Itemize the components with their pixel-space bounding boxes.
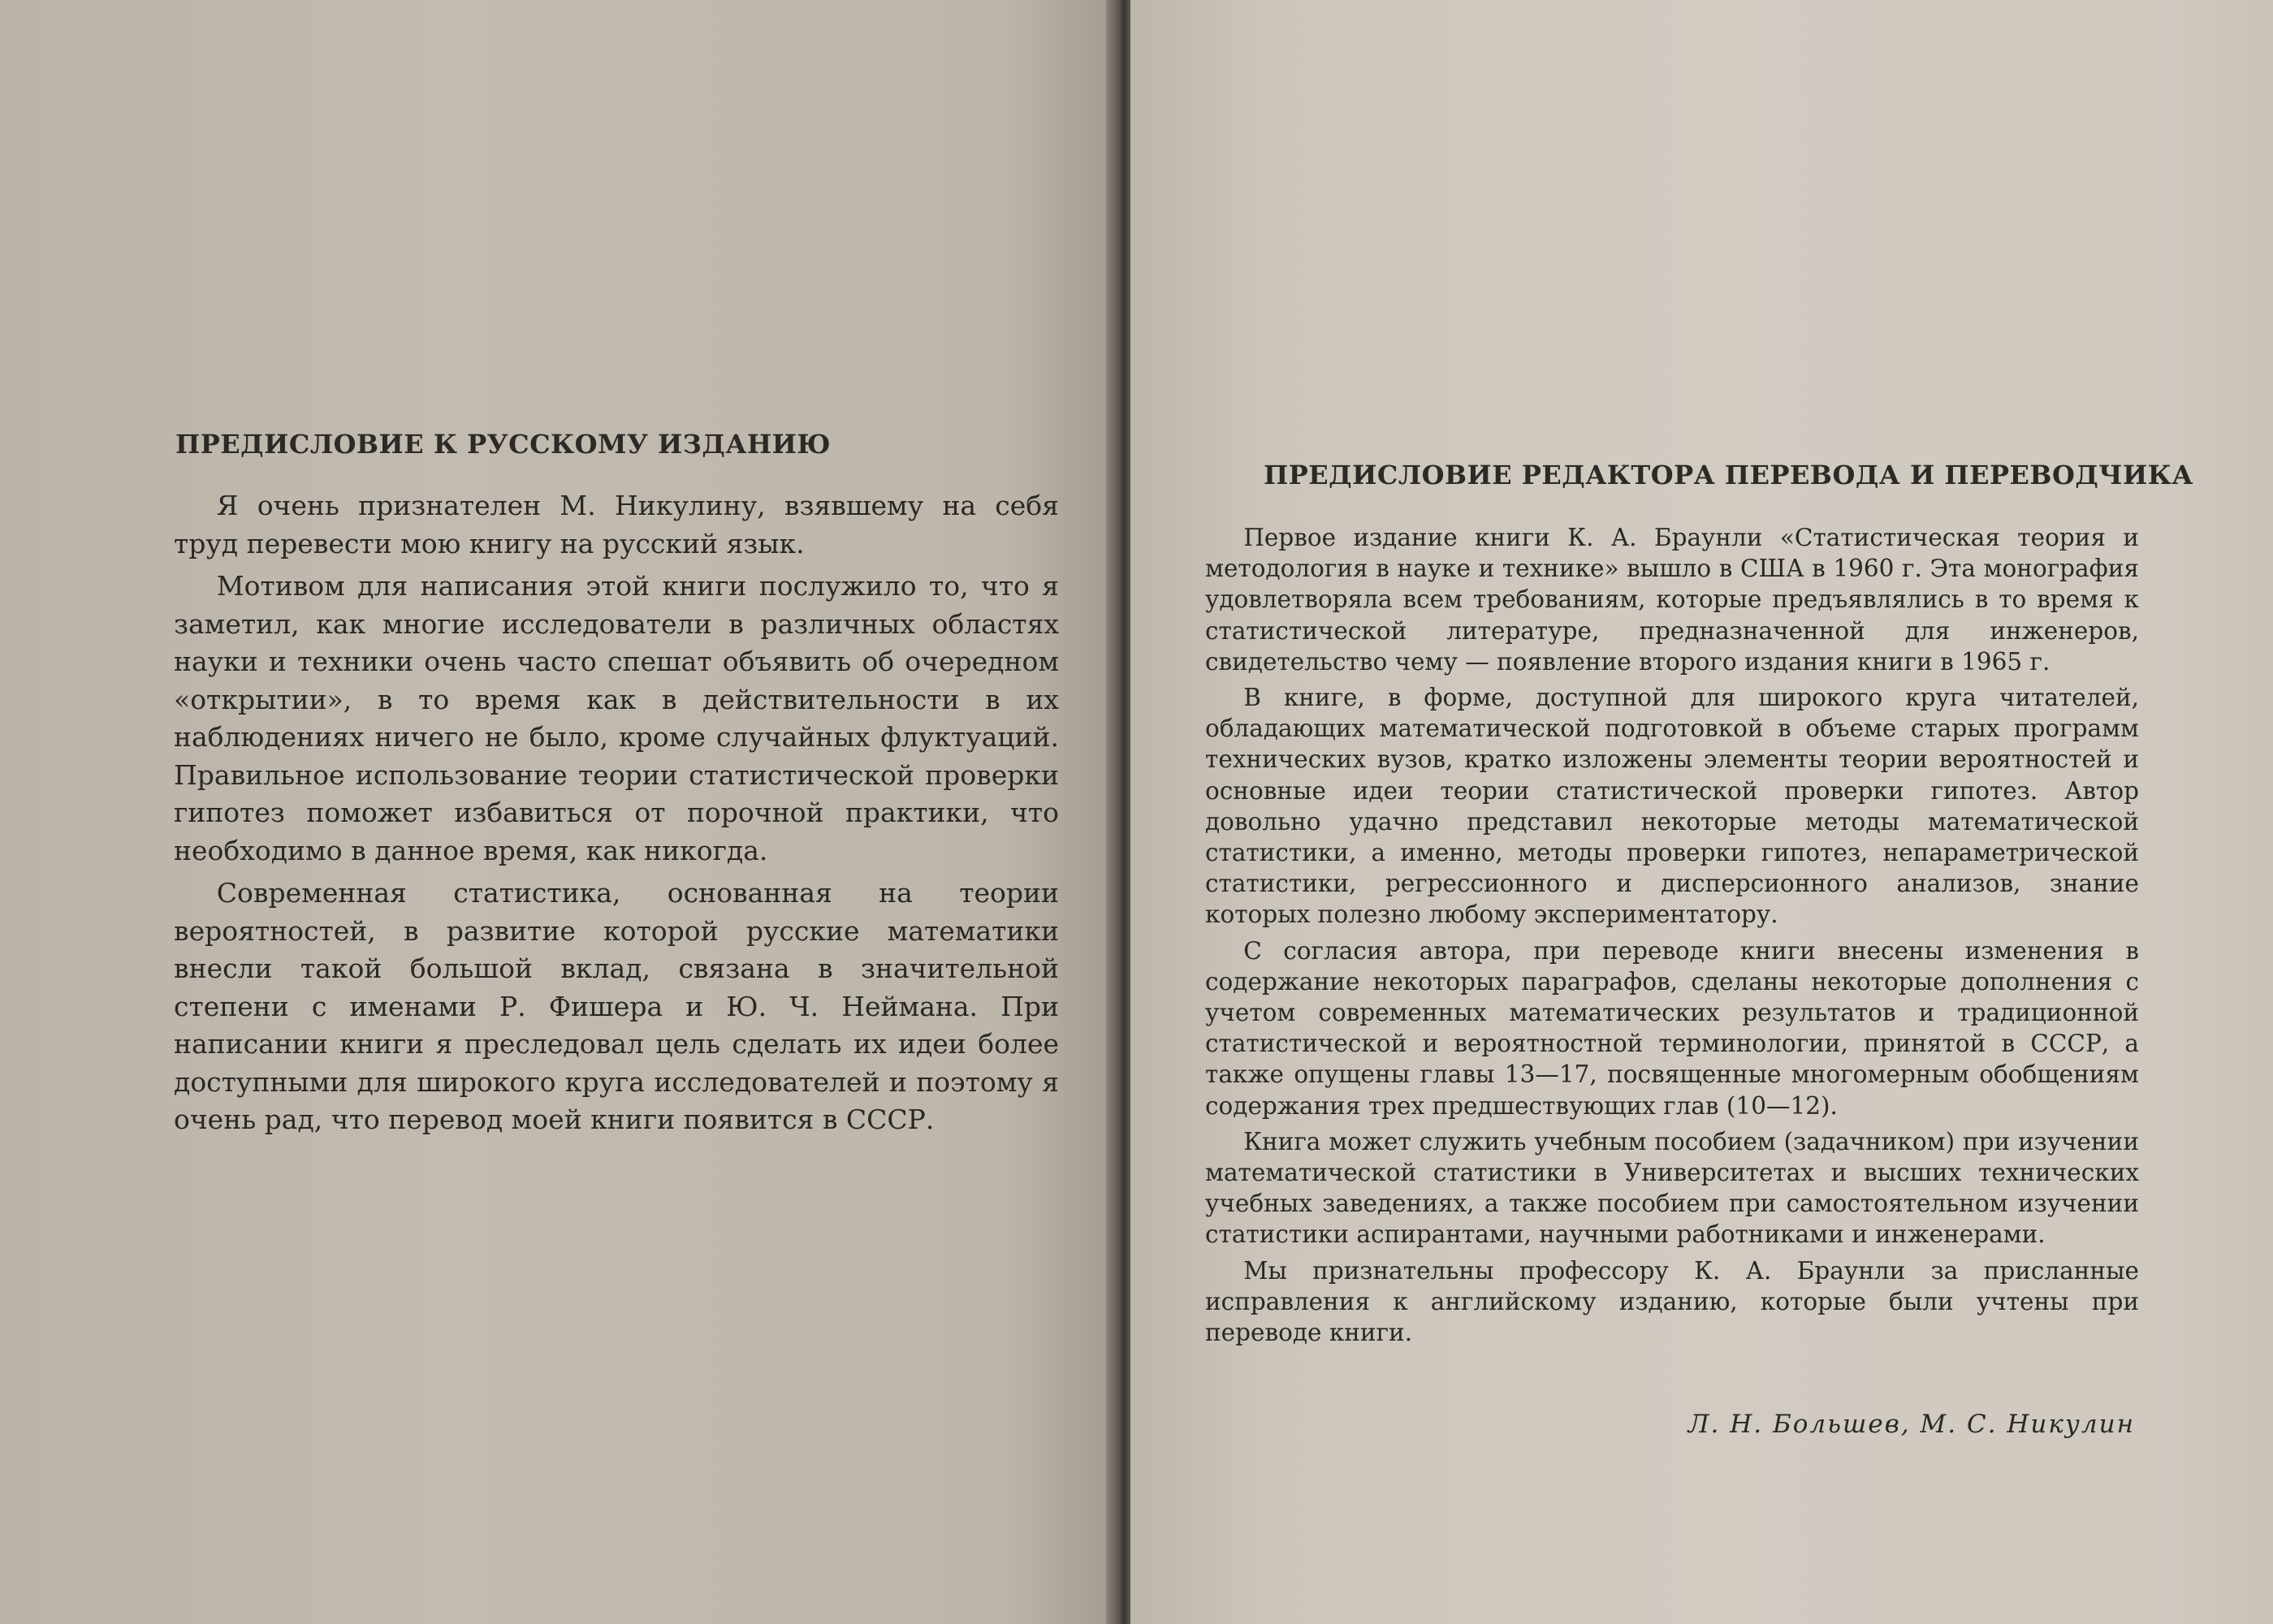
left-page-body — [174, 487, 1059, 1144]
left-paragraph-1: Я очень признателен М. Никулину, взявшему на себя труд перевести мою книгу на русский язык. — [174, 490, 1059, 559]
left-page-heading: ПРЕДИСЛОВИЕ К РУССКОМУ ИЗДАНИЮ — [175, 429, 832, 460]
left-page — [0, 0, 1113, 1624]
right-page-signature: Л. Н. Большев, М. С. Никулин — [1687, 1410, 2135, 1439]
right-paragraph-1: Первое издание книги К. А. Браунли «Статистическая теория и методология в науке и технике» вышло в США в 1960 г. Эта монография удовлетворяла всем требованиям, которые предъявлялись в то время к статистической литературе, предназначенной для инженеров, свидетельство чему — появление второго издания книги в 1965 г. — [1205, 524, 2139, 676]
right-page-heading: ПРЕДИСЛОВИЕ РЕДАКТОРА ПЕРЕВОДА И ПЕРЕВОДЧИКА — [1264, 460, 2193, 490]
left-paragraph-3: Современная статистика, основанная на теории вероятностей, в развитие которой русские математики внесли такой большой вклад, связана в значительной степени с именами Р. Фишера и Ю. Ч. Неймана. При написании книги я преследовал цель сделать их идеи более доступными для широкого круга исследователей и поэтому я очень рад, что перевод моей книги появится в СССР. — [174, 877, 1059, 1135]
left-paragraph-2: Мотивом для написания этой книги послужило то, что я заметил, как многие исследователи в различных областях науки и техники очень часто спешат объявить об очередном «открытии», в то время как в действительности в их наблюдениях ничего не было, кроме случайных флуктуаций. Правильное использование теории статистической проверки гипотез поможет избавиться от порочной практики, что необходимо в данное время, как никогда. — [174, 570, 1059, 866]
right-paragraph-4: Книга может служить учебным пособием (задачником) при изучении математической статистики в Университетах и высших технических учебных заведениях, а также пособием при самостоятельном изучении статистики аспирантами, научными работниками и инженерами. — [1205, 1127, 2139, 1249]
right-page-body — [1205, 522, 2139, 1353]
right-paragraph-2: В книге, в форме, доступной для широкого круга читателей, обладающих математической подготовкой в объеме старых программ технических вузов, кратко изложены элементы теории вероятностей и основные идеи теории статистической проверки гипотез. Автор довольно удачно представил некоторые методы математической статистики, а именно, методы проверки гипотез, непараметрической статистики, регрессионного и дисперсионного анализов, знание которых полезно любому экспериментатору. — [1205, 684, 2139, 929]
right-paragraph-5: Мы признательны профессору К. А. Браунли за присланные исправления к английскому изданию, которые были учтены при переводе книги. — [1205, 1256, 2139, 1347]
right-paragraph-3: С согласия автора, при переводе книги внесены изменения в содержание некоторых параграфов, сделаны некоторые дополнения с учетом современных математических результатов и традиционной статистической и вероятностной терминологии, принятой в СССР, а также опущены главы 13—17, посвященные многомерным обобщениям содержания трех предшествующих глав (10—12). — [1205, 936, 2139, 1120]
